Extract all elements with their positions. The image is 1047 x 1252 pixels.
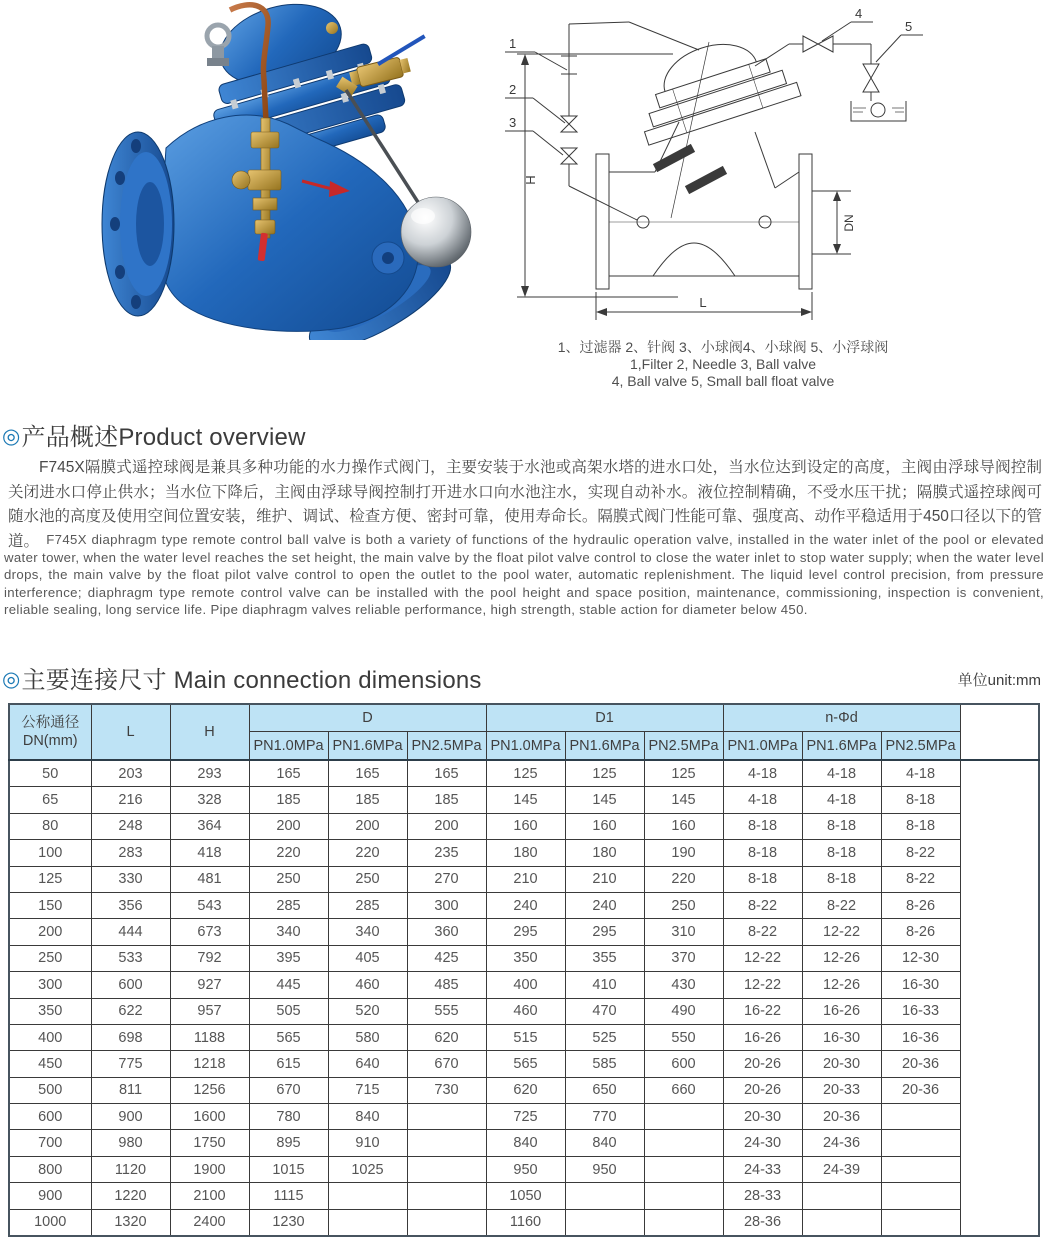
table-cell: 270 bbox=[407, 866, 486, 892]
table-cell: 8-18 bbox=[802, 866, 881, 892]
table-cell: 145 bbox=[486, 787, 565, 813]
table-cell: 660 bbox=[644, 1077, 723, 1103]
section-bullet-icon: ◎ bbox=[2, 668, 21, 691]
table-cell: 185 bbox=[249, 787, 328, 813]
table-cell: 1115 bbox=[249, 1183, 328, 1209]
table-cell: 8-18 bbox=[881, 787, 960, 813]
caption-line-en2: 4, Ball valve 5, Small ball float valve bbox=[611, 373, 835, 389]
header-L: L bbox=[91, 704, 170, 760]
svg-text:H: H bbox=[523, 175, 538, 185]
table-cell: 425 bbox=[407, 945, 486, 971]
table-cell: 24-36 bbox=[802, 1130, 881, 1156]
table-cell: 12-26 bbox=[802, 972, 881, 998]
table-row bbox=[9, 972, 1039, 998]
table-cell: 980 bbox=[91, 1130, 170, 1156]
dimensions-heading bbox=[2, 660, 482, 695]
table-row bbox=[9, 1183, 1039, 1209]
table-cell: 16-22 bbox=[723, 998, 802, 1024]
table-cell: 145 bbox=[565, 787, 644, 813]
table-cell: 203 bbox=[91, 760, 170, 787]
overview-paragraph-cn: F745X隔膜式遥控球阀是兼具多种功能的水力操作式阀门，主要安装于水池或高架水塔的进水口处，当水位达到设定的高度，主阀由浮球导阀控制关闭进水口停止供水；当水位下降后，主阀由浮球导阀控制打开进水口向水池注水，实现自动补水。液位控制精确，不受水压干扰；隔膜式遥控球阀可随水池的高度及使用空间位置安装，维护、调试、检查方便、密封可靠，使用寿命长。隔膜式阀门性能可靠、强度高、动作平稳适用于450口径以下的管道。 bbox=[8, 459, 1042, 550]
table-cell: 725 bbox=[486, 1104, 565, 1130]
table-cell: 800 bbox=[9, 1156, 91, 1182]
table-cell: 24-30 bbox=[723, 1130, 802, 1156]
table-cell: 360 bbox=[407, 919, 486, 945]
table-cell: 1025 bbox=[328, 1156, 407, 1182]
table-cell: 485 bbox=[407, 972, 486, 998]
table-cell: 585 bbox=[565, 1051, 644, 1077]
table-cell: 395 bbox=[249, 945, 328, 971]
table-cell: 2100 bbox=[170, 1183, 249, 1209]
table-cell: 355 bbox=[565, 945, 644, 971]
table-cell: 730 bbox=[407, 1077, 486, 1103]
table-cell bbox=[644, 1209, 723, 1236]
header-dn bbox=[9, 704, 91, 760]
table-cell: 650 bbox=[565, 1077, 644, 1103]
table-cell: 481 bbox=[170, 866, 249, 892]
table-cell bbox=[328, 1209, 407, 1236]
table-cell: 515 bbox=[486, 1024, 565, 1050]
table-cell: 200 bbox=[249, 813, 328, 839]
table-cell: 16-33 bbox=[881, 998, 960, 1024]
table-cell: 216 bbox=[91, 787, 170, 813]
table-cell: 240 bbox=[565, 892, 644, 918]
table-cell: 350 bbox=[9, 998, 91, 1024]
table-cell bbox=[802, 1183, 881, 1209]
table-row bbox=[9, 945, 1039, 971]
header-pressure: PN1.0MPa bbox=[723, 732, 802, 761]
table-cell: 12-26 bbox=[802, 945, 881, 971]
table-cell: 1050 bbox=[486, 1183, 565, 1209]
table-cell: 600 bbox=[9, 1104, 91, 1130]
table-cell: 125 bbox=[644, 760, 723, 787]
table-cell bbox=[644, 1130, 723, 1156]
table-cell: 670 bbox=[407, 1051, 486, 1077]
table-cell: 200 bbox=[407, 813, 486, 839]
table-cell: 285 bbox=[328, 892, 407, 918]
table-cell: 8-18 bbox=[723, 813, 802, 839]
table-cell: 460 bbox=[328, 972, 407, 998]
table-cell bbox=[881, 1209, 960, 1236]
callout-5 bbox=[876, 19, 923, 62]
header-group-D: D bbox=[249, 704, 486, 732]
dim-table-body bbox=[9, 760, 1039, 1236]
table-cell: 600 bbox=[644, 1051, 723, 1077]
table-cell bbox=[407, 1130, 486, 1156]
table-cell: 622 bbox=[91, 998, 170, 1024]
table-cell: 400 bbox=[9, 1024, 91, 1050]
dimensions-table bbox=[8, 703, 1040, 1237]
table-cell bbox=[802, 1209, 881, 1236]
table-row bbox=[9, 1051, 1039, 1077]
table-cell: 295 bbox=[486, 919, 565, 945]
table-cell: 24-39 bbox=[802, 1156, 881, 1182]
table-cell: 1750 bbox=[170, 1130, 249, 1156]
header-pressure: PN2.5MPa bbox=[407, 732, 486, 761]
table-cell: 4-18 bbox=[723, 787, 802, 813]
table-cell: 28-36 bbox=[723, 1209, 802, 1236]
table-cell: 165 bbox=[407, 760, 486, 787]
table-cell: 12-30 bbox=[881, 945, 960, 971]
table-cell: 8-18 bbox=[881, 813, 960, 839]
table-cell: 185 bbox=[407, 787, 486, 813]
table-cell: 283 bbox=[91, 840, 170, 866]
technical-drawing bbox=[503, 4, 1043, 332]
header-pressure: PN1.6MPa bbox=[328, 732, 407, 761]
table-cell: 125 bbox=[565, 760, 644, 787]
table-cell bbox=[644, 1104, 723, 1130]
table-cell: 210 bbox=[565, 866, 644, 892]
inlet-flange bbox=[102, 132, 174, 316]
table-cell: 285 bbox=[249, 892, 328, 918]
table-row bbox=[9, 1130, 1039, 1156]
table-cell bbox=[565, 1209, 644, 1236]
table-cell: 430 bbox=[644, 972, 723, 998]
table-cell: 160 bbox=[644, 813, 723, 839]
table-cell: 125 bbox=[9, 866, 91, 892]
table-cell: 543 bbox=[170, 892, 249, 918]
table-cell: 450 bbox=[9, 1051, 91, 1077]
table-cell: 490 bbox=[644, 998, 723, 1024]
bonnet-outline bbox=[625, 23, 801, 145]
table-cell: 405 bbox=[328, 945, 407, 971]
table-cell: 220 bbox=[328, 840, 407, 866]
table-cell: 620 bbox=[486, 1077, 565, 1103]
dimension-H bbox=[517, 54, 678, 297]
body-boss-hole bbox=[382, 252, 394, 264]
valve-line-drawing bbox=[503, 4, 1043, 332]
table-cell: 565 bbox=[486, 1051, 565, 1077]
svg-text:4: 4 bbox=[855, 6, 863, 21]
table-cell: 950 bbox=[486, 1156, 565, 1182]
table-cell: 670 bbox=[249, 1077, 328, 1103]
table-cell bbox=[328, 1183, 407, 1209]
table-cell: 8-26 bbox=[881, 892, 960, 918]
table-cell: 500 bbox=[9, 1077, 91, 1103]
table-cell: 356 bbox=[91, 892, 170, 918]
header-pressure: PN1.6MPa bbox=[565, 732, 644, 761]
table-cell: 555 bbox=[407, 998, 486, 1024]
header-pressure: PN2.5MPa bbox=[881, 732, 960, 761]
table-cell: 248 bbox=[91, 813, 170, 839]
callout-1 bbox=[505, 36, 567, 70]
table-cell: 20-36 bbox=[802, 1104, 881, 1130]
table-cell: 418 bbox=[170, 840, 249, 866]
float-ball bbox=[401, 197, 471, 267]
table-cell bbox=[407, 1156, 486, 1182]
table-cell: 180 bbox=[565, 840, 644, 866]
header-dn-en: DN(mm) bbox=[22, 733, 78, 749]
table-cell: 16-30 bbox=[881, 972, 960, 998]
valve-body-outline bbox=[596, 122, 812, 289]
table-cell: 20-36 bbox=[881, 1051, 960, 1077]
top-piping bbox=[755, 36, 906, 121]
table-cell bbox=[881, 1130, 960, 1156]
table-cell: 190 bbox=[644, 840, 723, 866]
table-cell: 1000 bbox=[9, 1209, 91, 1236]
table-cell: 20-26 bbox=[723, 1051, 802, 1077]
table-cell: 24-33 bbox=[723, 1156, 802, 1182]
table-row bbox=[9, 813, 1039, 839]
table-cell: 460 bbox=[486, 998, 565, 1024]
table-cell: 310 bbox=[644, 919, 723, 945]
table-cell bbox=[644, 1183, 723, 1209]
table-row bbox=[9, 840, 1039, 866]
table-cell: 400 bbox=[486, 972, 565, 998]
table-cell: 50 bbox=[9, 760, 91, 787]
table-cell: 65 bbox=[9, 787, 91, 813]
table-cell: 840 bbox=[486, 1130, 565, 1156]
header-pressure: PN2.5MPa bbox=[644, 732, 723, 761]
ball-highlight bbox=[411, 208, 435, 224]
table-row bbox=[9, 998, 1039, 1024]
svg-text:L: L bbox=[699, 295, 707, 310]
table-cell: 1218 bbox=[170, 1051, 249, 1077]
table-cell: 16-26 bbox=[723, 1024, 802, 1050]
header-pressure: PN1.6MPa bbox=[802, 732, 881, 761]
table-cell: 200 bbox=[328, 813, 407, 839]
table-cell: 295 bbox=[565, 919, 644, 945]
table-cell: 1220 bbox=[91, 1183, 170, 1209]
table-cell: 8-18 bbox=[802, 813, 881, 839]
table-cell: 370 bbox=[644, 945, 723, 971]
table-cell: 775 bbox=[91, 1051, 170, 1077]
overview-heading bbox=[2, 417, 306, 452]
table-cell: 1015 bbox=[249, 1156, 328, 1182]
figure-caption bbox=[505, 339, 941, 390]
caption-line-en1: 1,Filter 2, Needle 3, Ball valve bbox=[630, 356, 816, 372]
table-cell: 4-18 bbox=[802, 787, 881, 813]
table-cell: 200 bbox=[9, 919, 91, 945]
table-cell: 470 bbox=[565, 998, 644, 1024]
table-cell: 2400 bbox=[170, 1209, 249, 1236]
table-cell: 840 bbox=[565, 1130, 644, 1156]
header-group-D1: D1 bbox=[486, 704, 723, 732]
table-cell: 16-30 bbox=[802, 1024, 881, 1050]
table-cell: 620 bbox=[407, 1024, 486, 1050]
svg-text:3: 3 bbox=[509, 115, 517, 130]
brass-fitting bbox=[326, 22, 338, 34]
dimensions-title-text: 主要连接尺寸 Main connection dimensions bbox=[21, 667, 482, 694]
table-cell: 1120 bbox=[91, 1156, 170, 1182]
table-cell: 28-33 bbox=[723, 1183, 802, 1209]
table-cell: 16-26 bbox=[802, 998, 881, 1024]
table-cell: 328 bbox=[170, 787, 249, 813]
table-cell: 150 bbox=[9, 892, 91, 918]
table-header-group-row bbox=[9, 704, 1039, 732]
table-cell: 8-22 bbox=[802, 892, 881, 918]
table-cell: 240 bbox=[486, 892, 565, 918]
table-cell: 250 bbox=[249, 866, 328, 892]
table-cell: 565 bbox=[249, 1024, 328, 1050]
table-cell: 1188 bbox=[170, 1024, 249, 1050]
table-cell: 8-18 bbox=[723, 866, 802, 892]
table-cell bbox=[881, 1183, 960, 1209]
valve-body bbox=[160, 115, 419, 331]
table-cell: 12-22 bbox=[802, 919, 881, 945]
table-cell: 12-22 bbox=[723, 945, 802, 971]
table-cell: 20-26 bbox=[723, 1077, 802, 1103]
table-cell: 20-33 bbox=[802, 1077, 881, 1103]
svg-text:5: 5 bbox=[905, 19, 913, 34]
valve-photo-illustration bbox=[80, 0, 500, 340]
header-dn-cn: 公称通径 bbox=[21, 715, 80, 731]
unit-label: 单位unit:mm bbox=[957, 672, 1041, 689]
section-bullet-icon: ◎ bbox=[2, 425, 21, 448]
table-cell: 580 bbox=[328, 1024, 407, 1050]
table-cell: 20-30 bbox=[802, 1051, 881, 1077]
table-cell: 8-18 bbox=[802, 840, 881, 866]
table-cell: 700 bbox=[9, 1130, 91, 1156]
table-cell: 364 bbox=[170, 813, 249, 839]
table-cell: 1600 bbox=[170, 1104, 249, 1130]
table-cell: 525 bbox=[565, 1024, 644, 1050]
table-cell: 16-36 bbox=[881, 1024, 960, 1050]
table-cell: 8-22 bbox=[881, 840, 960, 866]
table-cell bbox=[407, 1183, 486, 1209]
table-cell: 165 bbox=[328, 760, 407, 787]
table-cell: 673 bbox=[170, 919, 249, 945]
table-row bbox=[9, 1104, 1039, 1130]
dimension-DN bbox=[812, 191, 856, 254]
header-H: H bbox=[170, 704, 249, 760]
overview-paragraph-en: F745X diaphragm type remote control ball valve is both a variety of functions of the hydraulic operation valve, installed in the water inlet of the pool or elevated water tower, when the water level reaches the set height, the main valve by the float pilot valve control to close the water inlet to stop water supply; when the water level drops, the main valve by the float pilot valve control to open the outlet to the pool water, automatic replenishment. The liquid level control precision, from pressure interference; diaphragm type remote control valve can be installed with the pool height and space position, maintenance, commissioning, inspection is convenient, reliable sealing, long service life. Pipe diaphragm valves reliable performance, high strength, stable action for diameter below 450. bbox=[4, 532, 1044, 618]
table-cell: 235 bbox=[407, 840, 486, 866]
table-cell: 505 bbox=[249, 998, 328, 1024]
table-cell: 340 bbox=[249, 919, 328, 945]
table-cell: 220 bbox=[249, 840, 328, 866]
callout-4 bbox=[822, 6, 873, 41]
table-cell: 125 bbox=[486, 760, 565, 787]
table-cell: 957 bbox=[170, 998, 249, 1024]
table-cell: 250 bbox=[328, 866, 407, 892]
svg-text:1: 1 bbox=[509, 36, 517, 51]
table-row bbox=[9, 1077, 1039, 1103]
table-row bbox=[9, 1024, 1039, 1050]
table-row bbox=[9, 866, 1039, 892]
table-cell: 715 bbox=[328, 1077, 407, 1103]
table-cell bbox=[565, 1183, 644, 1209]
table-row bbox=[9, 919, 1039, 945]
table-cell bbox=[644, 1156, 723, 1182]
table-cell: 895 bbox=[249, 1130, 328, 1156]
table-cell: 4-18 bbox=[723, 760, 802, 787]
table-row bbox=[9, 1209, 1039, 1236]
table-cell: 900 bbox=[91, 1104, 170, 1130]
table-cell: 80 bbox=[9, 813, 91, 839]
header-pressure: PN1.0MPa bbox=[486, 732, 565, 761]
table-cell: 445 bbox=[249, 972, 328, 998]
table-cell: 520 bbox=[328, 998, 407, 1024]
table-cell: 444 bbox=[91, 919, 170, 945]
table-cell: 210 bbox=[486, 866, 565, 892]
table-cell: 8-22 bbox=[723, 919, 802, 945]
table-cell: 330 bbox=[91, 866, 170, 892]
table-row bbox=[9, 1156, 1039, 1182]
table-row bbox=[9, 760, 1039, 787]
table-cell: 220 bbox=[644, 866, 723, 892]
table-cell: 640 bbox=[328, 1051, 407, 1077]
table-cell: 698 bbox=[91, 1024, 170, 1050]
table-cell: 8-18 bbox=[723, 840, 802, 866]
table-cell: 4-18 bbox=[881, 760, 960, 787]
overview-title-text: 产品概述Product overview bbox=[21, 424, 306, 451]
table-cell: 300 bbox=[9, 972, 91, 998]
eye-bolt bbox=[207, 25, 229, 66]
table-cell: 1900 bbox=[170, 1156, 249, 1182]
table-cell: 160 bbox=[565, 813, 644, 839]
dimension-L bbox=[596, 292, 812, 320]
table-cell: 550 bbox=[644, 1024, 723, 1050]
header-group-nPhid: n-Φd bbox=[723, 704, 960, 732]
table-cell: 910 bbox=[328, 1130, 407, 1156]
table-cell: 900 bbox=[9, 1183, 91, 1209]
table-cell: 145 bbox=[644, 787, 723, 813]
callout-3 bbox=[505, 115, 563, 155]
table-cell: 160 bbox=[486, 813, 565, 839]
table-cell: 950 bbox=[565, 1156, 644, 1182]
table-cell: 600 bbox=[91, 972, 170, 998]
table-cell: 927 bbox=[170, 972, 249, 998]
table-cell: 8-22 bbox=[723, 892, 802, 918]
table-cell: 840 bbox=[328, 1104, 407, 1130]
table-cell: 1320 bbox=[91, 1209, 170, 1236]
table-cell: 8-22 bbox=[881, 866, 960, 892]
table-cell: 185 bbox=[328, 787, 407, 813]
table-cell: 780 bbox=[249, 1104, 328, 1130]
table-cell: 250 bbox=[644, 892, 723, 918]
table-cell bbox=[881, 1104, 960, 1130]
table-cell: 180 bbox=[486, 840, 565, 866]
header-pressure: PN1.0MPa bbox=[249, 732, 328, 761]
table-row bbox=[9, 892, 1039, 918]
table-cell: 300 bbox=[407, 892, 486, 918]
table-cell: 1256 bbox=[170, 1077, 249, 1103]
table-cell bbox=[881, 1156, 960, 1182]
table-cell: 293 bbox=[170, 760, 249, 787]
table-cell: 165 bbox=[249, 760, 328, 787]
table-cell bbox=[407, 1209, 486, 1236]
table-cell: 4-18 bbox=[802, 760, 881, 787]
table-cell: 340 bbox=[328, 919, 407, 945]
table-cell: 1230 bbox=[249, 1209, 328, 1236]
table-cell: 8-26 bbox=[881, 919, 960, 945]
table-cell: 811 bbox=[91, 1077, 170, 1103]
table-cell: 20-36 bbox=[881, 1077, 960, 1103]
table-cell: 250 bbox=[9, 945, 91, 971]
table-cell: 1160 bbox=[486, 1209, 565, 1236]
table-cell: 615 bbox=[249, 1051, 328, 1077]
table-cell: 770 bbox=[565, 1104, 644, 1130]
table-cell: 410 bbox=[565, 972, 644, 998]
table-cell: 12-22 bbox=[723, 972, 802, 998]
table-cell: 350 bbox=[486, 945, 565, 971]
product-photo bbox=[80, 0, 500, 340]
table-cell: 533 bbox=[91, 945, 170, 971]
table-row bbox=[9, 787, 1039, 813]
svg-text:2: 2 bbox=[509, 82, 517, 97]
table-cell: 792 bbox=[170, 945, 249, 971]
caption-line-cn: 1、过滤器 2、针阀 3、小球阀4、小球阀 5、小浮球阀 bbox=[557, 339, 889, 355]
svg-text:DN: DN bbox=[842, 214, 856, 232]
table-cell: 100 bbox=[9, 840, 91, 866]
table-cell bbox=[407, 1104, 486, 1130]
table-cell: 20-30 bbox=[723, 1104, 802, 1130]
